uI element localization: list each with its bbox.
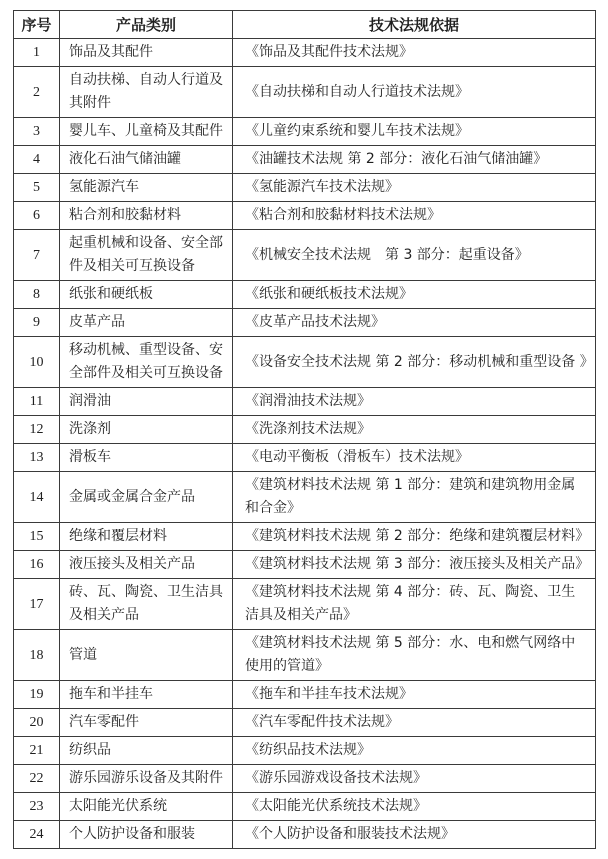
row-product-category: 游乐园游乐设备及其附件 <box>60 765 233 793</box>
row-product-category: 汽车零配件 <box>60 709 233 737</box>
row-serial-number: 9 <box>14 309 60 337</box>
regulation-table <box>13 10 596 849</box>
row-regulation-basis: 《设备安全技术法规 第 2 部分：移动机械和重型设备 》 <box>233 337 596 388</box>
table-row <box>14 551 596 579</box>
row-serial-number: 8 <box>14 281 60 309</box>
row-regulation-basis: 《纺织品技术法规》 <box>233 737 596 765</box>
row-serial-number: 15 <box>14 523 60 551</box>
table-row <box>14 281 596 309</box>
table-row <box>14 337 596 388</box>
row-serial-number: 19 <box>14 681 60 709</box>
row-product-category: 绝缘和覆层材料 <box>60 523 233 551</box>
row-serial-number: 23 <box>14 793 60 821</box>
table-body <box>14 39 596 849</box>
row-product-category: 皮革产品 <box>60 309 233 337</box>
row-product-category: 砖、瓦、陶瓷、卫生洁具及相关产品 <box>60 579 233 630</box>
row-serial-number: 7 <box>14 230 60 281</box>
row-product-category: 粘合剂和胶黏材料 <box>60 202 233 230</box>
row-product-category: 拖车和半挂车 <box>60 681 233 709</box>
row-product-category: 液化石油气储油罐 <box>60 146 233 174</box>
table-row <box>14 67 596 118</box>
row-regulation-basis: 《汽车零配件技术法规》 <box>233 709 596 737</box>
header-regulation-basis: 技术法规依据 <box>233 11 596 39</box>
row-regulation-basis: 《个人防护设备和服装技术法规》 <box>233 821 596 849</box>
table-row <box>14 765 596 793</box>
table-header <box>14 11 596 39</box>
table-row <box>14 146 596 174</box>
row-product-category: 婴儿车、儿童椅及其配件 <box>60 118 233 146</box>
row-serial-number: 16 <box>14 551 60 579</box>
row-serial-number: 14 <box>14 472 60 523</box>
row-serial-number: 13 <box>14 444 60 472</box>
table-row <box>14 709 596 737</box>
row-serial-number: 5 <box>14 174 60 202</box>
table-row <box>14 388 596 416</box>
header-serial-number: 序号 <box>14 11 60 39</box>
row-regulation-basis: 《皮革产品技术法规》 <box>233 309 596 337</box>
row-regulation-basis: 《游乐园游戏设备技术法规》 <box>233 765 596 793</box>
table-row <box>14 202 596 230</box>
row-product-category: 滑板车 <box>60 444 233 472</box>
table-row <box>14 118 596 146</box>
table-row <box>14 579 596 630</box>
row-regulation-basis: 《油罐技术法规 第 2 部分：液化石油气储油罐》 <box>233 146 596 174</box>
row-product-category: 起重机械和设备、安全部件及相关可互换设备 <box>60 230 233 281</box>
table-row <box>14 821 596 849</box>
table-row <box>14 681 596 709</box>
header-row <box>14 11 596 39</box>
row-serial-number: 21 <box>14 737 60 765</box>
row-regulation-basis: 《洗涤剂技术法规》 <box>233 416 596 444</box>
row-serial-number: 1 <box>14 39 60 67</box>
row-regulation-basis: 《建筑材料技术法规 第 1 部分：建筑和建筑物用金属和合金》 <box>233 472 596 523</box>
row-serial-number: 18 <box>14 630 60 681</box>
row-regulation-basis: 《建筑材料技术法规 第 3 部分：液压接头及相关产品》 <box>233 551 596 579</box>
row-product-category: 氢能源汽车 <box>60 174 233 202</box>
row-regulation-basis: 《氢能源汽车技术法规》 <box>233 174 596 202</box>
table-row <box>14 472 596 523</box>
table-row <box>14 523 596 551</box>
row-regulation-basis: 《自动扶梯和自动人行道技术法规》 <box>233 67 596 118</box>
table-row <box>14 444 596 472</box>
row-serial-number: 24 <box>14 821 60 849</box>
row-serial-number: 3 <box>14 118 60 146</box>
table-row <box>14 309 596 337</box>
table-row <box>14 416 596 444</box>
row-product-category: 金属或金属合金产品 <box>60 472 233 523</box>
row-product-category: 移动机械、重型设备、安全部件及相关可互换设备 <box>60 337 233 388</box>
row-product-category: 饰品及其配件 <box>60 39 233 67</box>
row-regulation-basis: 《建筑材料技术法规 第 4 部分：砖、瓦、陶瓷、卫生洁具及相关产品》 <box>233 579 596 630</box>
row-serial-number: 2 <box>14 67 60 118</box>
row-regulation-basis: 《机械安全技术法规 第 3 部分：起重设备》 <box>233 230 596 281</box>
row-serial-number: 22 <box>14 765 60 793</box>
table-row <box>14 230 596 281</box>
row-regulation-basis: 《建筑材料技术法规 第 2 部分：绝缘和建筑覆层材料》 <box>233 523 596 551</box>
table-row <box>14 174 596 202</box>
row-serial-number: 17 <box>14 579 60 630</box>
row-regulation-basis: 《拖车和半挂车技术法规》 <box>233 681 596 709</box>
row-product-category: 个人防护设备和服装 <box>60 821 233 849</box>
row-regulation-basis: 《润滑油技术法规》 <box>233 388 596 416</box>
table-row <box>14 737 596 765</box>
row-serial-number: 12 <box>14 416 60 444</box>
table-row <box>14 630 596 681</box>
row-product-category: 润滑油 <box>60 388 233 416</box>
row-regulation-basis: 《饰品及其配件技术法规》 <box>233 39 596 67</box>
row-serial-number: 20 <box>14 709 60 737</box>
table-row <box>14 39 596 67</box>
row-regulation-basis: 《电动平衡板（滑板车）技术法规》 <box>233 444 596 472</box>
row-product-category: 太阳能光伏系统 <box>60 793 233 821</box>
row-regulation-basis: 《太阳能光伏系统技术法规》 <box>233 793 596 821</box>
row-product-category: 纺织品 <box>60 737 233 765</box>
row-product-category: 纸张和硬纸板 <box>60 281 233 309</box>
row-product-category: 洗涤剂 <box>60 416 233 444</box>
row-product-category: 液压接头及相关产品 <box>60 551 233 579</box>
row-product-category: 自动扶梯、自动人行道及其附件 <box>60 67 233 118</box>
row-regulation-basis: 《建筑材料技术法规 第 5 部分：水、电和燃气网络中使用的管道》 <box>233 630 596 681</box>
row-regulation-basis: 《儿童约束系统和婴儿车技术法规》 <box>233 118 596 146</box>
row-serial-number: 6 <box>14 202 60 230</box>
row-serial-number: 4 <box>14 146 60 174</box>
table-row <box>14 793 596 821</box>
row-regulation-basis: 《纸张和硬纸板技术法规》 <box>233 281 596 309</box>
row-serial-number: 10 <box>14 337 60 388</box>
row-product-category: 管道 <box>60 630 233 681</box>
row-serial-number: 11 <box>14 388 60 416</box>
row-regulation-basis: 《粘合剂和胶黏材料技术法规》 <box>233 202 596 230</box>
header-product-category: 产品类别 <box>60 11 233 39</box>
